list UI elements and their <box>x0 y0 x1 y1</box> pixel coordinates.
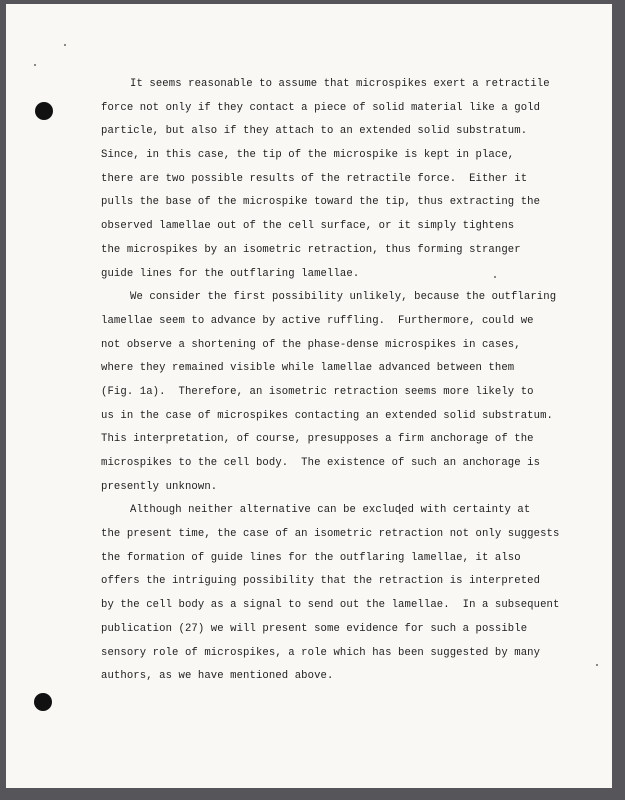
text-line: the formation of guide lines for the outflaring lamellae, it also <box>101 551 521 564</box>
punch-hole-bottom <box>34 693 52 711</box>
paper-speck <box>64 44 66 46</box>
text-line: offers the intriguing possibility that the retraction is interpreted <box>101 575 541 588</box>
text-line: us in the case of microspikes contacting an extended solid substratum. <box>101 409 554 422</box>
text-line: particle, but also if they attach to an extended solid substratum. <box>101 125 528 138</box>
text-line: there are two possible results of the retractile force. Either it <box>101 172 528 185</box>
text-line: It seems reasonable to assume that microspikes exert a retractile <box>130 78 550 90</box>
paragraph-3 <box>101 499 560 689</box>
document-page <box>6 4 612 788</box>
text-line: publication (27) we will present some evidence for such a possible <box>101 622 528 635</box>
text-line: Since, in this case, the tip of the microspike is kept in place, <box>101 149 515 162</box>
paragraph-2 <box>101 286 557 499</box>
text-line: microspikes to the cell body. The existence of such an anchorage is <box>101 457 541 469</box>
text-line: where they remained visible while lamellae advanced between them <box>101 362 515 375</box>
text-line: authors, as we have mentioned above. <box>101 670 334 683</box>
text-line: guide lines for the outflaring lamellae. <box>101 267 360 280</box>
text-line: We consider the first possibility unlikely, because the outflaring <box>130 291 557 304</box>
paper-speck <box>34 64 36 66</box>
text-line: Although neither alternative can be excluded with certainty at <box>130 504 531 517</box>
text-line: force not only if they contact a piece of solid material like a gold <box>101 101 541 114</box>
typed-text-body <box>101 73 560 689</box>
text-line: the present time, the case of an isometric retraction not only suggests <box>101 528 560 541</box>
text-line: by the cell body as a signal to send out the lamellae. In a subsequent <box>101 599 560 612</box>
text-line: lamellae seem to advance by active ruffling. Furthermore, could we <box>101 314 534 327</box>
paragraph-1 <box>101 73 550 286</box>
text-line: This interpretation, of course, presupposes a firm anchorage of the <box>101 433 534 446</box>
punch-hole-top <box>35 102 53 120</box>
text-line: pulls the base of the microspike toward the tip, thus extracting the <box>101 196 541 209</box>
text-line: not observe a shortening of the phase-dense microspikes in cases, <box>101 338 521 351</box>
text-line: sensory role of microspikes, a role which has been suggested by many <box>101 646 541 659</box>
paper-speck <box>596 664 598 666</box>
text-line: (Fig. 1a). Therefore, an isometric retraction seems more likely to <box>101 385 534 398</box>
text-line: observed lamellae out of the cell surface, or it simply tightens <box>101 220 515 233</box>
text-line: presently unknown. <box>101 480 218 493</box>
text-line: the microspikes by an isometric retraction, thus forming stranger <box>101 243 521 256</box>
